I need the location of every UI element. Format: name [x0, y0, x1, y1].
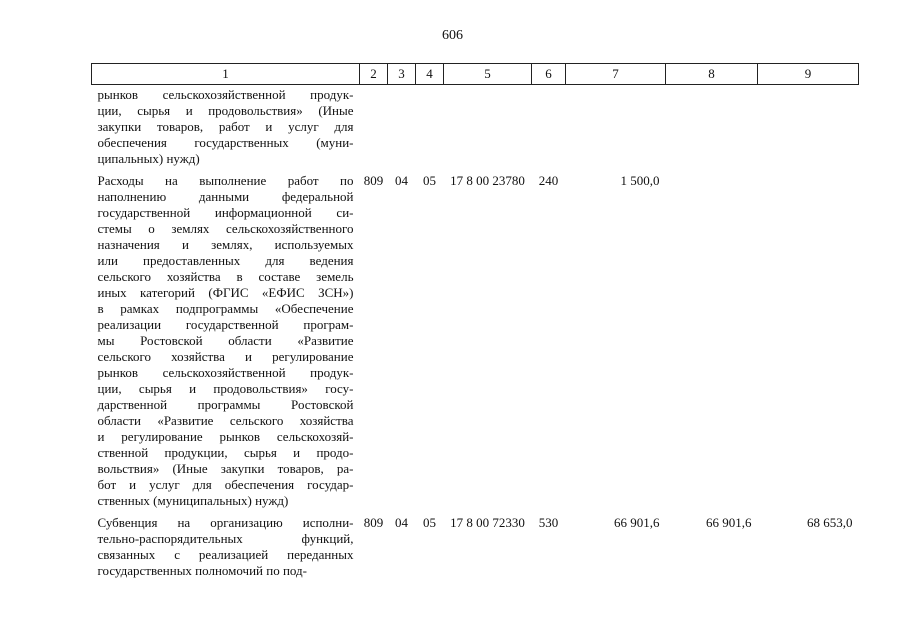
column-header: 2: [360, 64, 388, 85]
column-header: 3: [388, 64, 416, 85]
description-line: Расходы на выполнение работ по: [97, 173, 354, 188]
description-line: рынков сельскохозяйственной продук-: [97, 87, 354, 102]
table-row: [92, 85, 859, 174]
amount-year-3: [758, 173, 859, 515]
description-line: вольствия» (Иные закупки товаров, ра-: [97, 461, 354, 476]
budget-table: [91, 63, 859, 585]
description-line: ственных (муниципальных) нужд): [97, 493, 289, 508]
description-line: иных категорий (ФГИС «ЕФИС ЗСН»): [97, 285, 354, 300]
column-header: 4: [416, 64, 444, 85]
description-line: сельского хозяйства и регулирование: [97, 349, 354, 364]
table-header-row: [92, 64, 859, 85]
subsection-code: 05: [423, 173, 436, 188]
target-article-code: [444, 85, 532, 174]
description-line: области «Развитие сельского хозяйства: [97, 413, 354, 428]
amount-year-1: 66 901,6: [614, 515, 660, 530]
description-line: стемы о землях сельскохозяйственного: [97, 221, 354, 236]
description-line: или предоставленных для ведения: [97, 253, 354, 268]
description-line: реализации государственной програм-: [97, 317, 354, 332]
description-line: и регулирование рынков сельскохозяй-: [97, 429, 354, 444]
description-line: тельно-распорядительных функций,: [97, 531, 354, 546]
expense-type-code: [532, 85, 566, 174]
description-line: бот и услуг для обеспечения государ-: [97, 477, 354, 492]
section-code: 04: [395, 515, 408, 530]
expense-type-code: 240: [538, 173, 559, 188]
description-line: закупки товаров, работ и услуг для: [97, 119, 354, 134]
amount-year-1: [566, 85, 666, 174]
row-description: [92, 515, 360, 585]
ministry-code: [360, 85, 388, 174]
ministry-code: 809: [363, 515, 384, 530]
description-line: дарственной программы Ростовской: [97, 397, 354, 412]
table-row: [92, 515, 859, 585]
description-line: ции, сырья и продовольствия» (Иные: [97, 103, 354, 118]
description-line: рынков сельскохозяйственной продук-: [97, 365, 354, 380]
description-line: мы Ростовской области «Развитие: [97, 333, 354, 348]
column-header: 8: [666, 64, 758, 85]
column-header: 1: [92, 64, 360, 85]
target-article-code: 17 8 00 72330: [450, 515, 525, 530]
table-row: [92, 173, 859, 515]
column-header: 7: [566, 64, 666, 85]
amount-year-3: 68 653,0: [807, 515, 853, 530]
expense-type-code: 530: [538, 515, 559, 530]
section-code: 04: [395, 173, 408, 188]
column-header: 9: [758, 64, 859, 85]
amount-year-2: 66 901,6: [706, 515, 752, 530]
amount-year-2: [666, 173, 758, 515]
description-line: обеспечения государственных (муни-: [97, 135, 354, 150]
target-article-code: 17 8 00 23780: [450, 173, 525, 188]
subsection-code: [416, 85, 444, 174]
description-line: назначения и землях, используемых: [97, 237, 354, 252]
description-line: государственных полномочий по под-: [97, 563, 307, 578]
column-header: 5: [444, 64, 532, 85]
description-line: в рамках подпрограммы «Обеспечение: [97, 301, 354, 316]
subsection-code: 05: [423, 515, 436, 530]
description-line: ственной продукции, сырья и продо-: [97, 445, 354, 460]
description-line: сельского хозяйства в составе земель: [97, 269, 354, 284]
description-line: ции, сырья и продовольствия» госу-: [97, 381, 354, 396]
amount-year-3: [758, 85, 859, 174]
page-number: 606: [442, 28, 463, 43]
description-line: наполнению данными федеральной: [97, 189, 354, 204]
description-line: государственной информационной си-: [97, 205, 354, 220]
column-header: 6: [532, 64, 566, 85]
description-line: связанных с реализацией переданных: [97, 547, 354, 562]
amount-year-1: 1 500,0: [620, 173, 660, 188]
ministry-code: 809: [363, 173, 384, 188]
amount-year-2: [666, 85, 758, 174]
row-description: [92, 85, 360, 174]
row-description: [92, 173, 360, 515]
section-code: [388, 85, 416, 174]
description-line: ципальных) нужд): [97, 151, 200, 166]
table-body: [92, 85, 859, 586]
description-line: Субвенция на организацию исполни-: [97, 515, 354, 530]
